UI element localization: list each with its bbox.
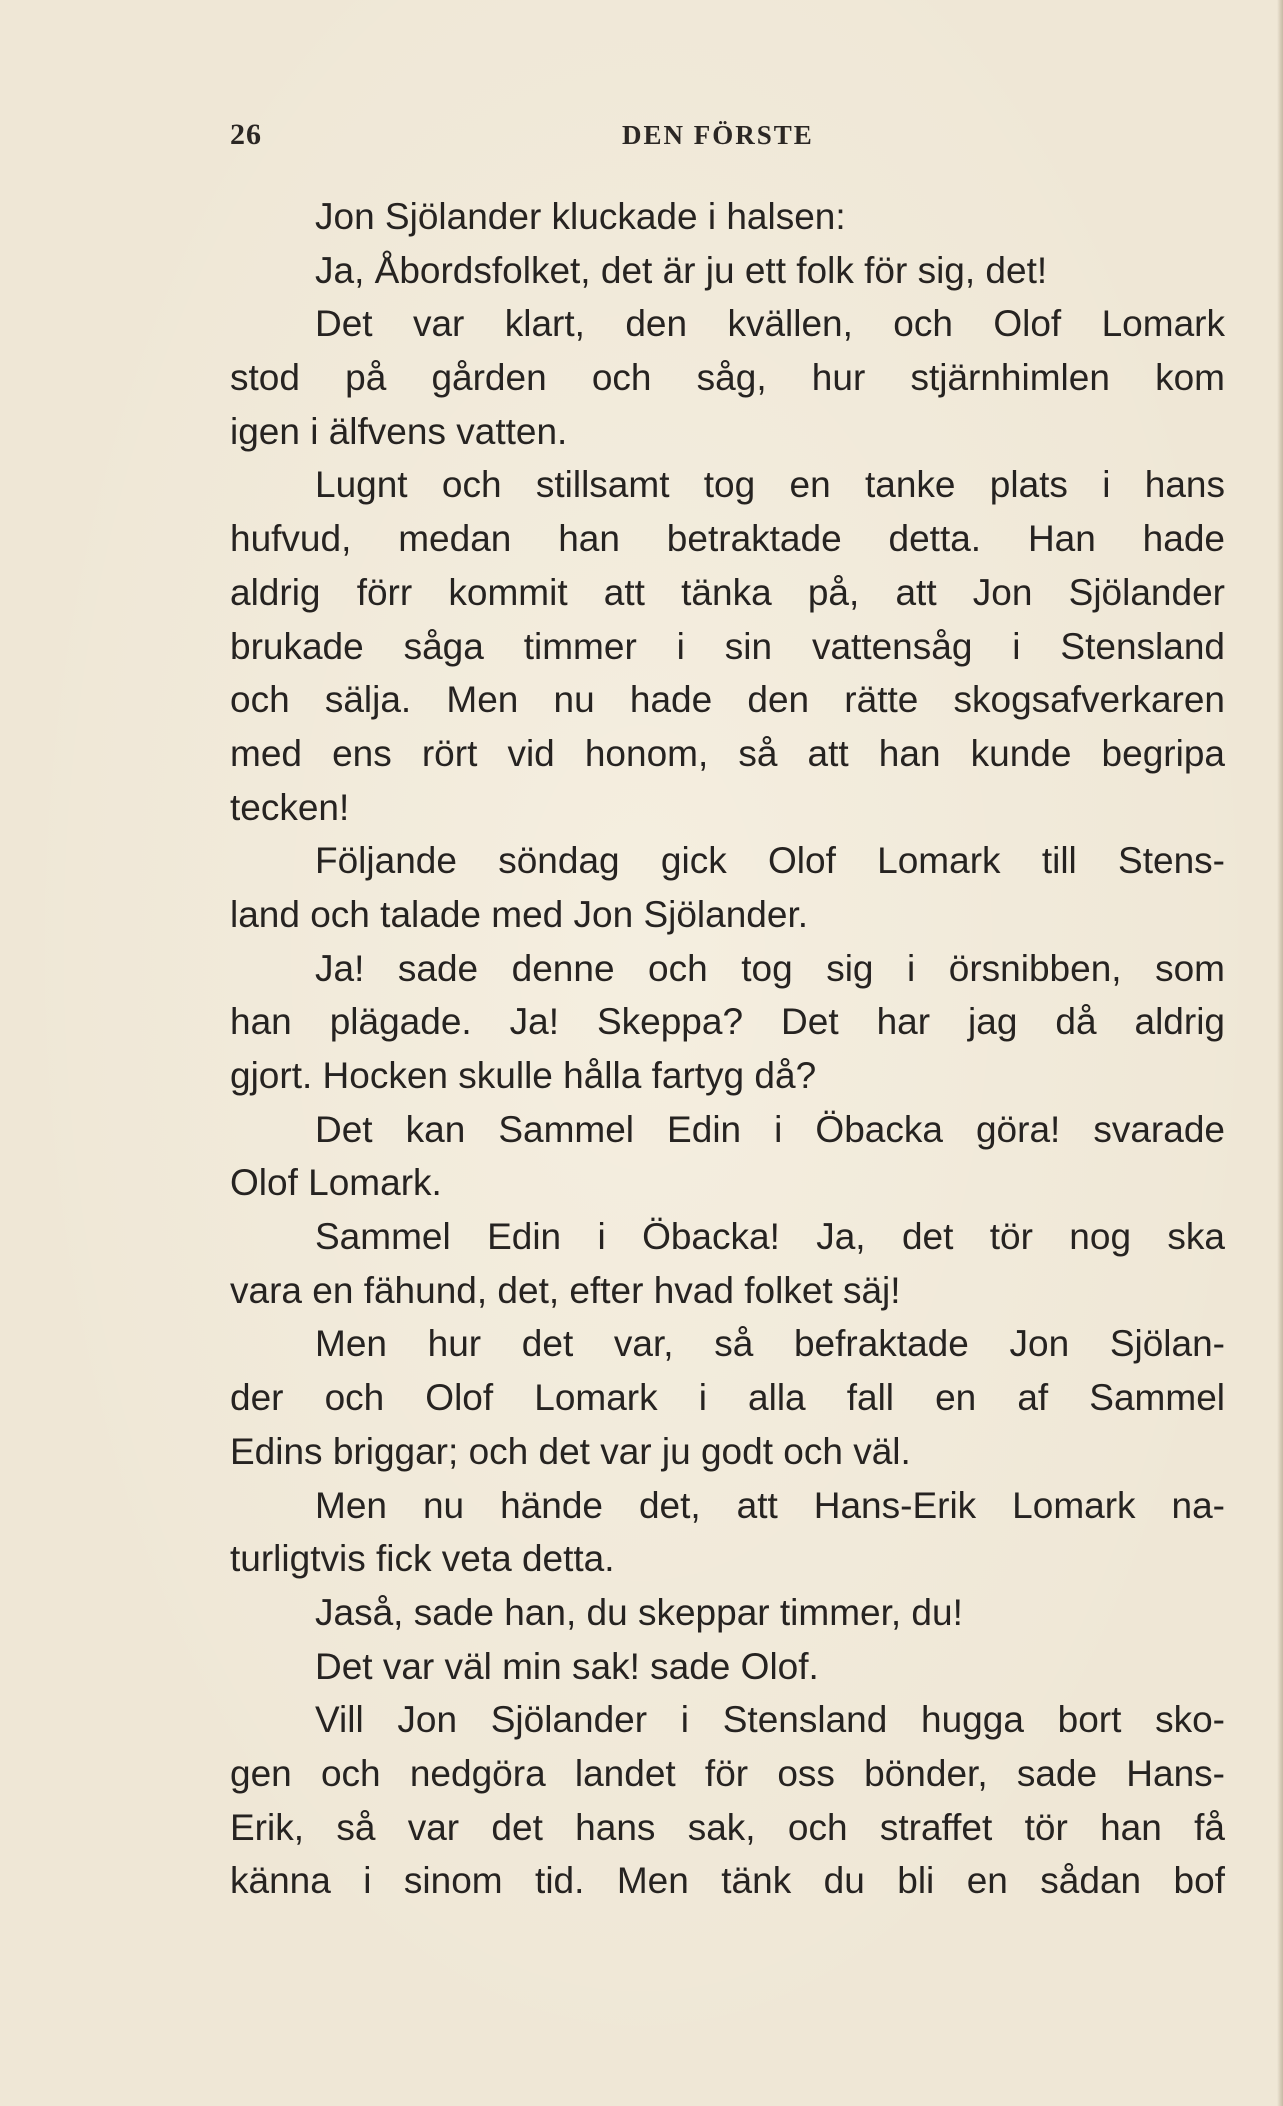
text-line: han plägade. Ja! Skeppa? Det har jag då aldrig bbox=[230, 1001, 1225, 1043]
text-line: brukade såga timmer i sin vattensåg i Stensland bbox=[230, 625, 1225, 667]
page-number: 26 bbox=[230, 118, 262, 151]
text-line: der och Olof Lomark i alla fall en af Sammel bbox=[230, 1377, 1225, 1419]
text-line: land och talade med Jon Sjölander. bbox=[230, 893, 809, 935]
body-text bbox=[230, 190, 1225, 1908]
text-line: Det var klart, den kvällen, och Olof Lomark bbox=[315, 303, 1225, 345]
page-edge-shadow bbox=[1277, 0, 1283, 2106]
text-line: och sälja. Men nu hade den rätte skogsafverkaren bbox=[230, 679, 1225, 721]
text-line: Olof Lomark. bbox=[230, 1162, 442, 1204]
text-line: Edins briggar; och det var ju godt och väl. bbox=[230, 1430, 911, 1472]
text-line: Men hur det var, så befraktade Jon Sjölan- bbox=[315, 1323, 1225, 1365]
text-line: aldrig förr kommit att tänka på, att Jon Sjölander bbox=[230, 571, 1225, 613]
text-line: Ja! sade denne och tog sig i örsnibben, som bbox=[315, 947, 1225, 989]
running-head: DEN FÖRSTE bbox=[622, 120, 814, 150]
text-line: Men nu hände det, att Hans-Erik Lomark na- bbox=[315, 1484, 1225, 1526]
text-line: tecken! bbox=[230, 786, 350, 828]
text-line: hufvud, medan han betraktade detta. Han hade bbox=[230, 518, 1225, 560]
text-line: känna i sinom tid. Men tänk du bli en sådan bof bbox=[230, 1860, 1225, 1902]
text-line: Det kan Sammel Edin i Öbacka göra! svarade bbox=[315, 1108, 1225, 1150]
text-line: turligtvis fick veta detta. bbox=[230, 1538, 615, 1580]
text-line: Följande söndag gick Olof Lomark till Stens- bbox=[315, 840, 1225, 882]
text-line: Vill Jon Sjölander i Stensland hugga bort sko- bbox=[315, 1699, 1225, 1741]
text-line: med ens rört vid honom, så att han kunde begripa bbox=[230, 732, 1225, 774]
text-line: Jon Sjölander kluckade i halsen: bbox=[315, 196, 846, 237]
text-line: vara en fähund, det, efter hvad folket säj! bbox=[230, 1269, 901, 1311]
text-line: igen i älfvens vatten. bbox=[230, 410, 568, 452]
text-line: Lugnt och stillsamt tog en tanke plats i hans bbox=[315, 464, 1225, 506]
text-line: gen och nedgöra landet för oss bönder, sade Hans- bbox=[230, 1752, 1225, 1794]
text-line: Det var väl min sak! sade Olof. bbox=[315, 1645, 819, 1687]
text-line: Sammel Edin i Öbacka! Ja, det tör nog ska bbox=[315, 1216, 1225, 1258]
text-line: Jaså, sade han, du skeppar timmer, du! bbox=[315, 1591, 963, 1633]
text-line: stod på gården och såg, hur stjärnhimlen kom bbox=[230, 357, 1225, 399]
page-header bbox=[230, 118, 1225, 158]
text-line: Erik, så var det hans sak, och straffet tör han få bbox=[230, 1806, 1225, 1848]
text-line: gjort. Hocken skulle hålla fartyg då? bbox=[230, 1055, 817, 1096]
text-line: Ja, Åbordsfolket, det är ju ett folk för sig, det! bbox=[315, 249, 1048, 291]
